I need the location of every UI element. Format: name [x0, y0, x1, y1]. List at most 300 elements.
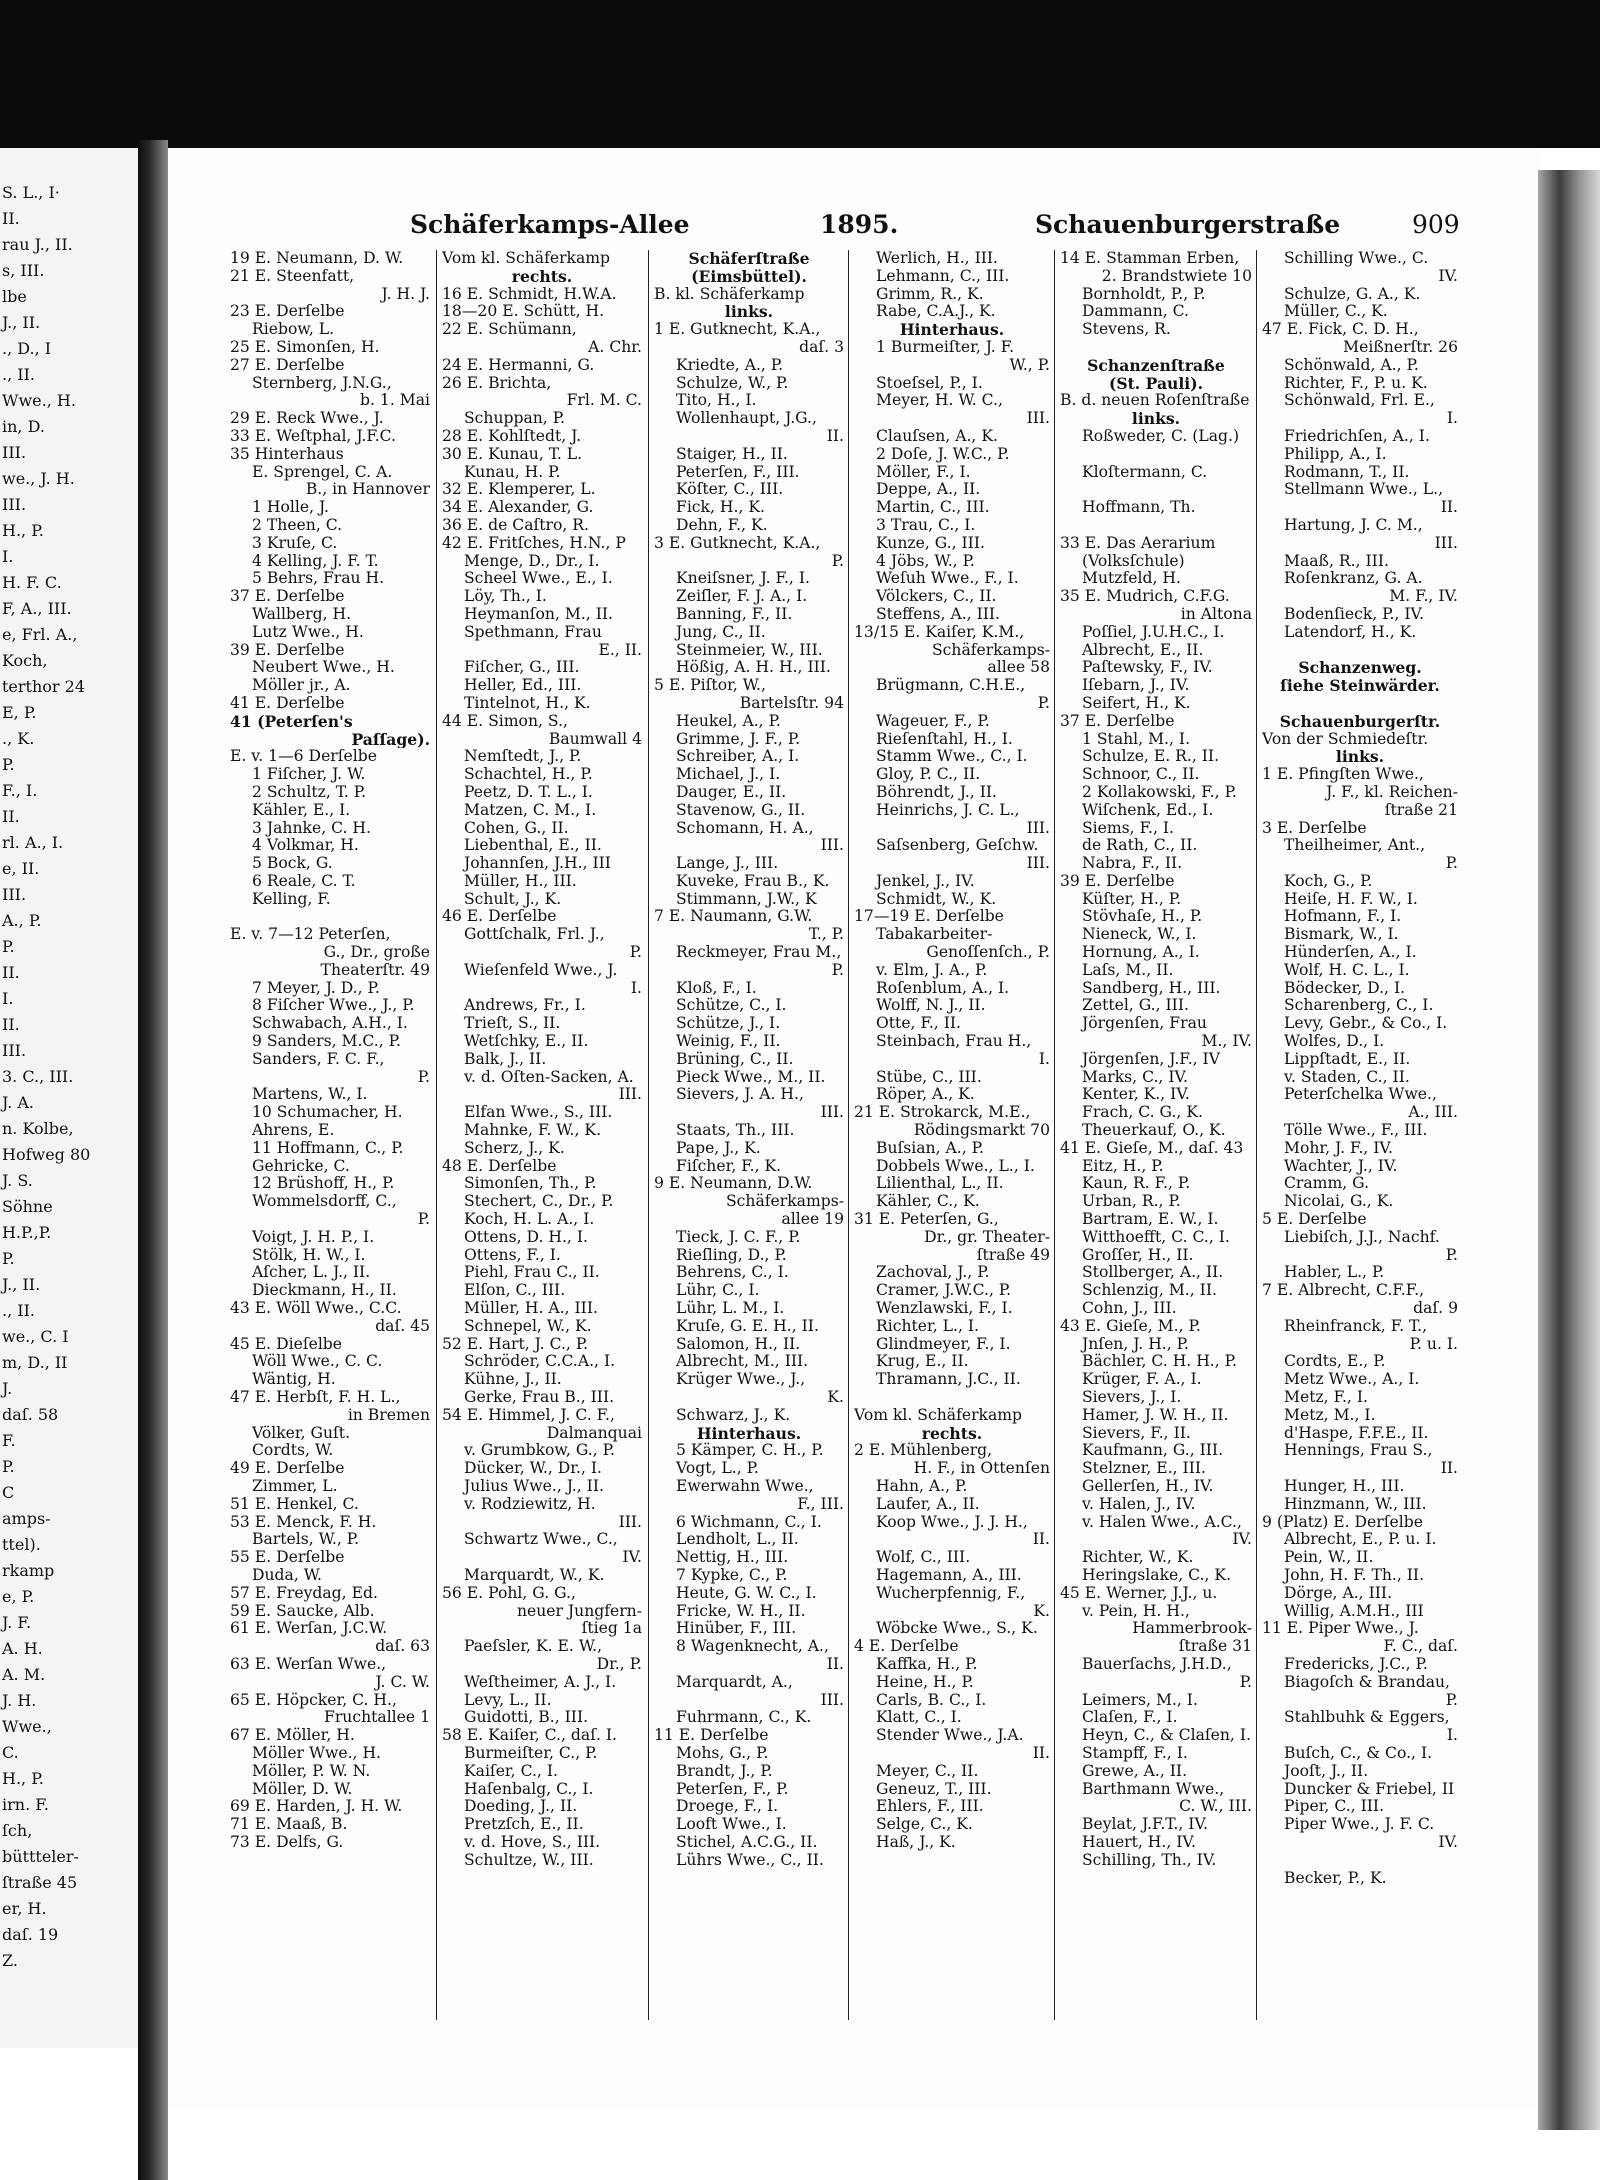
directory-entry: IV.	[1438, 267, 1458, 285]
directory-entry: in Altona	[1180, 605, 1252, 623]
directory-entry: Droege, F., I.	[676, 1798, 779, 1816]
directory-entry: Roßweder, C. (Lag.)	[1082, 427, 1240, 445]
facing-page-line: III.	[2, 443, 27, 462]
directory-entry: Piehl, Frau C., II.	[464, 1264, 600, 1282]
directory-entry: E. Sprengel, C. A.	[252, 463, 393, 481]
directory-entry: Stölk, H. W., I.	[252, 1246, 366, 1264]
directory-entry: 35 E. Mudrich, C.F.G.	[1060, 588, 1230, 606]
directory-entry: 21 E. Steenfatt,	[230, 267, 355, 285]
directory-entry: Schwabach, A.H., I.	[252, 1015, 408, 1033]
directory-entry: Klatt, C., I.	[876, 1709, 962, 1727]
facing-page-line: H.P.,P.	[2, 1223, 52, 1242]
column-rule	[648, 250, 649, 2020]
directory-entry: Theuerkauf, O., K.	[1082, 1122, 1226, 1140]
facing-page-line: J., II.	[2, 1275, 41, 1294]
directory-entry: Duda, W.	[252, 1566, 322, 1584]
directory-entry: Kloß, F., I.	[676, 979, 757, 997]
directory-entry: allee 58	[987, 659, 1050, 677]
directory-entry: 7 E. Albrecht, C.F.F.,	[1262, 1282, 1425, 1300]
directory-entry: 52 E. Hart, J. C., P.	[442, 1335, 589, 1353]
directory-entry: 2 Doſe, J. W.C., P.	[876, 445, 1010, 463]
directory-entry: Schulze, E. R., II.	[1082, 748, 1220, 766]
directory-entry: Stamm Wwe., C., I.	[876, 748, 1028, 766]
directory-entry: 39 E. Derſelbe	[1060, 872, 1175, 890]
directory-entry: Steinmeier, W., III.	[676, 641, 823, 659]
directory-entry: Carls, B. C., I.	[876, 1691, 987, 1709]
facing-page-line: büttteler-	[2, 1847, 79, 1866]
directory-entry: P.	[1239, 1673, 1252, 1691]
directory-entry	[230, 908, 430, 926]
directory-entry: Kühne, J., II.	[464, 1371, 562, 1389]
directory-entry: Stender Wwe., J.A.	[876, 1727, 1024, 1745]
directory-entry: Staiger, H., II.	[676, 445, 788, 463]
directory-entry: Kunau, H. P.	[464, 463, 561, 481]
directory-entry: Tito, H., I.	[676, 392, 757, 410]
directory-entry: Hamer, J. W. H., II.	[1082, 1406, 1229, 1424]
directory-entry: Weſuh Wwe., F., I.	[876, 570, 1019, 588]
directory-entry: Nettig, H., III.	[676, 1549, 789, 1567]
directory-entry: II.	[1032, 1531, 1050, 1549]
directory-entry: P. u. I.	[1409, 1335, 1458, 1353]
directory-entry: I.	[1446, 410, 1458, 428]
directory-entry: F. C., daſ.	[1383, 1638, 1458, 1656]
facing-page-line: F.	[2, 1431, 16, 1450]
directory-entry: ſtraße 21	[1384, 801, 1458, 819]
directory-entry: E. v. 7—12 Peterſen,	[230, 926, 391, 944]
directory-entry: 9 (Platz) E. Derſelbe	[1262, 1513, 1423, 1531]
directory-entry: Rödingsmarkt 70	[913, 1122, 1050, 1140]
directory-entry: Wachter, J., IV.	[1284, 1157, 1398, 1175]
directory-entry	[1262, 695, 1458, 713]
directory-entry: v. Halen, J., IV.	[1082, 1495, 1196, 1513]
directory-entry: Jnſen, J. H., P.	[1082, 1335, 1189, 1353]
directory-entry: Metz, F., I.	[1284, 1389, 1368, 1406]
directory-entry: v. Grumbkow, G., P.	[464, 1442, 615, 1460]
directory-entry: 28 E. Kohlſtedt, J.	[442, 427, 582, 445]
directory-entry: 11 E. Piper Wwe., J.	[1262, 1620, 1419, 1638]
directory-entry: Heinrichs, J. C. L.,	[876, 801, 1020, 819]
directory-entry: Kaun, R. F., P.	[1082, 1175, 1191, 1193]
directory-entry: Pretzſch, E., II.	[464, 1816, 584, 1834]
directory-entry: 5 Bock, G.	[252, 855, 333, 873]
directory-entry: Cordts, W.	[252, 1442, 334, 1460]
directory-entry: Sievers, J., I.	[1082, 1389, 1182, 1406]
directory-entry: 11 E. Derſelbe	[654, 1727, 769, 1745]
directory-entry: K.	[1033, 1602, 1050, 1620]
directory-entry: Mohs, G., P.	[676, 1744, 769, 1762]
directory-entry: Zachoval, J., P.	[876, 1264, 990, 1282]
directory-entry: v. d. Oſten-Sacken, A.	[464, 1068, 634, 1086]
directory-entry: 21 E. Strokarck, M.E.,	[854, 1104, 1031, 1122]
directory-entry: H. F., in Ottenſen	[913, 1460, 1050, 1478]
directory-entry: Grimme, J. F., P.	[676, 730, 801, 748]
directory-entry: Pein, W., II.	[1284, 1549, 1374, 1567]
column-1	[230, 250, 430, 1852]
directory-entry: Kelling, F.	[252, 890, 331, 908]
directory-entry: Dauger, E., II.	[676, 783, 787, 801]
directory-entry: Dammann, C.	[1082, 303, 1190, 321]
directory-entry: Scheel Wwe., E., I.	[464, 570, 613, 588]
facing-page-line: Koch,	[2, 651, 48, 670]
directory-entry: Jooſt, J., II.	[1284, 1762, 1369, 1780]
directory-entry: 1 E. Pfingſten Wwe.,	[1262, 766, 1424, 784]
page-edge	[1538, 170, 1600, 2130]
directory-entry: Völker, Guſt.	[252, 1424, 351, 1442]
directory-entry: 18—20 E. Schütt, H.	[442, 303, 605, 321]
directory-entry: Roſenkranz, G. A.	[1284, 570, 1423, 588]
directory-entry: Steinbach, Frau H.,	[876, 1033, 1032, 1051]
directory-entry: Schultze, W., III.	[464, 1851, 594, 1869]
facing-page-line: III.	[2, 495, 27, 514]
directory-entry: Albrecht, E., II.	[1082, 641, 1204, 659]
directory-entry: 45 E. Werner, J.J., u.	[1060, 1584, 1218, 1602]
facing-page-line: J.	[2, 1379, 13, 1398]
directory-entry: Hofmann, F., I.	[1284, 908, 1402, 926]
directory-entry: Cramm, G.	[1284, 1175, 1370, 1193]
section-heading: links.	[724, 303, 774, 322]
directory-entry: F., III.	[797, 1495, 844, 1513]
directory-entry: III.	[820, 837, 844, 855]
directory-entry: Gloy, P. C., II.	[876, 766, 981, 784]
directory-entry: Marquardt, A.,	[676, 1673, 793, 1691]
directory-entry: Fick, H., K.	[676, 499, 765, 517]
directory-entry: Krug, E., II.	[876, 1353, 969, 1371]
directory-entry: 33 E. Das Aerarium	[1060, 534, 1216, 552]
facing-page-line: ., II.	[2, 1301, 35, 1320]
column-4	[854, 250, 1050, 1852]
directory-entry: Cordts, E., P.	[1284, 1353, 1386, 1371]
directory-entry: 5 E. Derſelbe	[1262, 1211, 1367, 1229]
directory-entry: Neubert Wwe., H.	[252, 659, 395, 677]
directory-entry: Hornung, A., I.	[1082, 944, 1200, 962]
directory-entry: Jung, C., II.	[676, 623, 766, 641]
directory-entry: 49 E. Derſelbe	[230, 1460, 345, 1478]
facing-page-line: P.	[2, 937, 15, 956]
directory-entry: Cramer, J.W.C., P.	[876, 1282, 1012, 1300]
directory-entry: Schult, J., K.	[464, 890, 562, 908]
facing-page-line: C.	[2, 1743, 19, 1762]
directory-entry: Stahlbuhk & Eggers,	[1284, 1709, 1450, 1727]
directory-entry: Jörgenſen, Frau	[1082, 1015, 1207, 1033]
directory-entry: Bödecker, D., I.	[1284, 979, 1406, 997]
directory-entry: III.	[1026, 819, 1050, 837]
directory-entry: Sternberg, J.N.G.,	[252, 374, 392, 392]
directory-entry: Röper, A., K.	[876, 1086, 975, 1104]
facing-page-line: Wwe., H.	[2, 391, 76, 410]
directory-entry: Wallberg, H.	[252, 605, 352, 623]
facing-page-line: A. M.	[2, 1665, 46, 1684]
directory-entry: A., III.	[1408, 1104, 1458, 1122]
directory-entry: Hößig, A. H. H., III.	[676, 659, 831, 677]
book-gutter	[138, 140, 168, 2180]
directory-entry: Haß, J., K.	[876, 1833, 956, 1851]
directory-entry: B., in Hannover	[305, 481, 430, 499]
directory-entry: Wollenhaupt, J.G.,	[676, 410, 817, 428]
directory-entry: Poſſiel, J.U.H.C., I.	[1082, 623, 1225, 641]
directory-entry: 5 Kämper, C. H., P.	[676, 1442, 824, 1460]
directory-entry: Fricke, W. H., II.	[676, 1602, 806, 1620]
directory-entry: Doeding, J., II.	[464, 1798, 578, 1816]
directory-entry: P.	[1445, 855, 1458, 873]
directory-entry: Von der Schmiedeſtr.	[1262, 730, 1429, 748]
directory-entry: E., II.	[598, 641, 642, 659]
directory-entry: 46 E. Derſelbe	[442, 908, 557, 926]
facing-page-line: rau J., II.	[2, 235, 73, 254]
directory-entry: Duncker & Friebel, II	[1284, 1780, 1455, 1798]
directory-entry: Nabra, F., II.	[1082, 855, 1183, 873]
directory-entry: Heyn, C., & Claſen, I.	[1082, 1727, 1251, 1745]
directory-entry: 32 E. Klemperer, L.	[442, 481, 596, 499]
directory-entry: Buſch, C., & Co., I.	[1284, 1744, 1433, 1762]
directory-entry: Fredericks, J.C., P.	[1284, 1655, 1428, 1673]
directory-entry: 5 Behrs, Frau H.	[252, 570, 385, 588]
directory-entry: Trieſt, S., II.	[464, 1015, 561, 1033]
directory-entry: Hinzmann, W., III.	[1284, 1495, 1427, 1513]
directory-entry: Fuhrmann, C., K.	[676, 1709, 812, 1727]
directory-entry: Rodmann, T., II.	[1284, 463, 1410, 481]
facing-page-line: amps-	[2, 1509, 51, 1528]
directory-entry: Reckmeyer, Frau M.,	[676, 944, 842, 962]
directory-entry: 53 E. Menck, F. H.	[230, 1513, 377, 1531]
directory-entry: Wolff, N. J., II.	[876, 997, 986, 1015]
directory-entry: Lehmann, C., III.	[876, 267, 1010, 285]
directory-entry: Bartels, W., P.	[252, 1531, 360, 1549]
column-3	[654, 250, 844, 1870]
section-heading: links.	[1131, 410, 1181, 428]
directory-entry: Roſenblum, A., I.	[876, 979, 1010, 997]
directory-entry: Kunze, G., III.	[876, 534, 985, 552]
directory-entry: A. Chr.	[588, 338, 642, 356]
facing-page-line: e, II.	[2, 859, 40, 878]
directory-entry: Hunger, H., III.	[1284, 1477, 1405, 1495]
directory-entry: 1 Fiſcher, J. W.	[252, 766, 366, 784]
directory-entry: 26 E. Brichta,	[442, 374, 552, 392]
directory-entry: Dücker, W., Dr., I.	[464, 1460, 603, 1478]
directory-entry: 23 E. Derſelbe	[230, 303, 345, 321]
directory-entry: Schmidt, W., K.	[876, 890, 997, 908]
directory-entry: b. 1. Mai	[360, 392, 430, 410]
directory-entry: Gellerſen, H., IV.	[1082, 1477, 1214, 1495]
directory-entry: 1 Burmeiſter, J. F.	[876, 338, 1015, 356]
facing-page-line: A. H.	[2, 1639, 43, 1658]
facing-page-line: Hofweg 80	[2, 1145, 91, 1164]
directory-entry: daſ. 63	[375, 1638, 430, 1656]
directory-entry	[1262, 1852, 1458, 1870]
directory-entry: Werlich, H., III.	[876, 250, 999, 267]
facing-page-line: J. A.	[2, 1093, 34, 1112]
directory-entry: Gehricke, C.	[252, 1157, 350, 1175]
directory-entry: 34 E. Alexander, G.	[442, 499, 594, 517]
directory-entry: Gottſchalk, Frl. J.,	[464, 926, 605, 944]
directory-entry: 35 Hinterhaus	[230, 445, 344, 463]
directory-entry: II.	[1440, 1460, 1458, 1478]
directory-entry: Lippſtadt, E., II.	[1284, 1050, 1411, 1068]
directory-entry: W., P.	[1009, 356, 1050, 374]
directory-entry: Weſtheimer, A. J., I.	[464, 1673, 617, 1691]
directory-entry: 37 E. Derſelbe	[230, 588, 345, 606]
directory-entry: Saſsenberg, Geſchw.	[876, 837, 1039, 855]
directory-entry: 39 E. Derſelbe	[230, 641, 345, 659]
facing-page-line: ttel).	[2, 1535, 41, 1554]
directory-entry: Böhrendt, J., II.	[876, 783, 997, 801]
directory-entry: Vom kl. Schäferkamp	[442, 250, 611, 267]
directory-entry: 4 E. Derſelbe	[854, 1638, 959, 1656]
directory-entry: Rieſling, D., P.	[676, 1246, 787, 1264]
directory-entry: Maaß, R., III.	[1284, 552, 1389, 570]
directory-entry: 44 E. Simon, S.,	[442, 712, 568, 730]
directory-entry: Cohn, J., III.	[1082, 1300, 1177, 1318]
facing-page-line: ſtraße 45	[2, 1873, 78, 1892]
directory-entry: Metz, M., I.	[1284, 1406, 1376, 1424]
directory-entry: P.	[831, 552, 844, 570]
directory-entry: daſ. 45	[375, 1317, 430, 1335]
directory-entry: 43 E. Gieſe, M., P.	[1060, 1317, 1201, 1335]
directory-entry: Kähler, C., K.	[876, 1193, 980, 1211]
facing-page-line: ſch,	[2, 1821, 33, 1840]
directory-entry: 11 Hoffmann, C., P.	[252, 1139, 404, 1157]
directory-entry: III.	[1026, 410, 1050, 428]
directory-entry: de Rath, C., II.	[1082, 837, 1198, 855]
directory-entry: Kneiſsner, J. F., I.	[676, 570, 810, 588]
facing-page-line: daſ. 58	[2, 1405, 59, 1424]
directory-entry: 33 E. Weſtphal, J.F.C.	[230, 427, 397, 445]
directory-entry: Salomon, H., II.	[676, 1335, 801, 1353]
directory-entry: Paeſsler, K. E. W.,	[464, 1638, 603, 1656]
directory-entry: Paſſage).	[351, 730, 430, 749]
directory-entry: Habler, L., P.	[1284, 1264, 1385, 1282]
directory-entry: Urban, R., P.	[1082, 1193, 1181, 1211]
facing-page-line: C	[2, 1483, 15, 1502]
directory-entry: Sandberg, H., III.	[1082, 979, 1221, 997]
directory-entry: Stechert, C., Dr., P.	[464, 1193, 614, 1211]
directory-entry: Pape, J., K.	[676, 1139, 761, 1157]
directory-entry: Biagoſch & Brandau,	[1284, 1673, 1450, 1691]
directory-entry: II.	[1032, 1744, 1050, 1762]
facing-page-line: I.	[2, 989, 14, 1008]
directory-entry: Staats, Th., III.	[676, 1122, 795, 1140]
directory-entry: Spethmann, Frau	[464, 623, 602, 641]
directory-entry: Albrecht, E., P. u. I.	[1284, 1531, 1437, 1549]
directory-entry: 5 E. Piſtor, W.,	[654, 677, 766, 695]
directory-entry: Lange, J., III.	[676, 855, 779, 873]
directory-entry: Matzen, C. M., I.	[464, 801, 597, 819]
directory-entry: Claſen, F., I.	[1082, 1709, 1178, 1727]
directory-entry: 67 E. Möller, H.	[230, 1727, 355, 1745]
directory-entry: 27 E. Derſelbe	[230, 356, 345, 374]
directory-entry: Stübe, C., III.	[876, 1068, 982, 1086]
directory-entry: Glindmeyer, F., I.	[876, 1335, 1011, 1353]
directory-entry: Michael, J., I.	[676, 766, 781, 784]
directory-entry: v. Pein, H. H.,	[1082, 1602, 1190, 1620]
directory-entry: Brügmann, C.H.E.,	[876, 677, 1026, 695]
directory-entry: Heine, H., P.	[876, 1673, 974, 1691]
directory-entry: Voigt, J. H. P., I.	[252, 1228, 375, 1246]
facing-page-line: we., J. H.	[2, 469, 75, 488]
facing-page-fragment	[0, 148, 140, 2048]
directory-entry: II.	[1440, 499, 1458, 517]
directory-entry: 51 E. Henkel, C.	[230, 1495, 359, 1513]
directory-entry: Stellmann Wwe., L.,	[1284, 481, 1444, 499]
directory-entry: P.	[1445, 1246, 1458, 1264]
directory-entry: ſtraße 31	[1178, 1638, 1252, 1656]
directory-entry: 24 E. Hermanni, G.	[442, 356, 595, 374]
directory-entry: Peterſen, F., III.	[676, 463, 800, 481]
directory-entry: Schulze, W., P.	[676, 374, 789, 392]
directory-entry: Richter, L., I.	[876, 1317, 979, 1335]
directory-entry: Tölle Wwe., F., III.	[1284, 1122, 1428, 1140]
directory-entry: Schilling, Th., IV.	[1082, 1851, 1217, 1869]
directory-entry: Kloſtermann, C.	[1082, 463, 1208, 481]
directory-entry: Banning, F., II.	[676, 605, 793, 623]
directory-entry: Wieſenfeld Wwe., J.	[464, 961, 618, 979]
directory-entry: Scharenberg, C., I.	[1284, 997, 1434, 1015]
section-heading: Schauenburgerſtr.	[1279, 712, 1441, 731]
directory-entry: ſtieg 1a	[581, 1620, 642, 1638]
directory-entry: Theaterſtr. 49	[320, 961, 430, 979]
directory-entry: Wäntig, H.	[252, 1371, 336, 1389]
facing-page-line: Söhne	[2, 1197, 53, 1216]
directory-entry: Schröder, C.C.A., I.	[464, 1353, 616, 1371]
directory-entry: Bartram, E. W., I.	[1082, 1211, 1219, 1229]
directory-entry: 48 E. Derſelbe	[442, 1157, 557, 1175]
directory-entry: Genoſſenſch., P.	[926, 944, 1050, 962]
directory-entry: Buſsian, A., P.	[876, 1139, 984, 1157]
directory-entry: Lühr, C., I.	[676, 1282, 760, 1300]
section-heading: Schanzenſtraße	[1087, 356, 1225, 375]
directory-entry: Dr., P.	[596, 1655, 642, 1673]
directory-entry	[1060, 517, 1252, 535]
directory-entry: Wolf, C., III.	[876, 1549, 971, 1567]
directory-entry: Vogt, L., P.	[676, 1460, 759, 1478]
directory-entry: Müller, H., III.	[464, 872, 577, 890]
directory-entry: Levy, Gebr., & Co., I.	[1284, 1015, 1448, 1033]
directory-entry: Stampff, F., I.	[1082, 1744, 1188, 1762]
directory-entry: Rheinfranck, F. T.,	[1284, 1317, 1428, 1335]
directory-entry: Steffens, A., III.	[876, 605, 1001, 623]
facing-page-line: e, P.	[2, 1587, 35, 1606]
facing-page-line: H., P.	[2, 1769, 44, 1788]
directory-entry: Möller Wwe., H.	[252, 1744, 381, 1762]
directory-entry: Peterſchelka Wwe.,	[1284, 1086, 1437, 1104]
facing-page-line: terthor 24	[2, 677, 86, 696]
directory-entry: Jörgenſen, J.F., IV	[1082, 1050, 1220, 1068]
directory-entry: Kriedte, A., P.	[676, 356, 784, 374]
directory-entry: Menge, D., Dr., I.	[464, 552, 600, 570]
directory-entry: 59 E. Saucke, Alb.	[230, 1602, 375, 1620]
directory-entry: Clauſsen, A., K.	[876, 427, 998, 445]
directory-entry: v. d. Hove, S., III.	[464, 1833, 601, 1851]
directory-entry: 37 E. Derſelbe	[1060, 712, 1175, 730]
directory-entry: Scherz, J., K.	[464, 1139, 565, 1157]
directory-entry: III.	[618, 1513, 642, 1531]
directory-entry: Schuppan, P.	[464, 410, 566, 428]
directory-entry: III.	[1434, 534, 1458, 552]
directory-entry: Seifert, H., K.	[1082, 694, 1191, 712]
scan-background	[0, 0, 1600, 148]
directory-entry: 8 Fiſcher Wwe., J., P.	[252, 997, 415, 1015]
directory-entry: Schäferkamps-	[726, 1193, 844, 1211]
directory-entry: v. Halen Wwe., A.C.,	[1082, 1513, 1242, 1531]
directory-entry	[1060, 446, 1252, 464]
directory-entry: Dehn, F., K.	[676, 516, 768, 534]
directory-entry: 73 E. Delfs, G.	[230, 1833, 344, 1851]
directory-entry: Meyer, H. W. C.,	[876, 392, 1003, 410]
directory-entry: Schnepel, W., K.	[464, 1317, 592, 1335]
directory-entry: Peetz, D. T. L., I.	[464, 783, 593, 801]
directory-entry: 13/15 E. Kaiſer, K.M.,	[854, 623, 1025, 641]
directory-entry: IV.	[1438, 1833, 1458, 1851]
directory-entry: Krüger, F. A., I.	[1082, 1371, 1202, 1389]
